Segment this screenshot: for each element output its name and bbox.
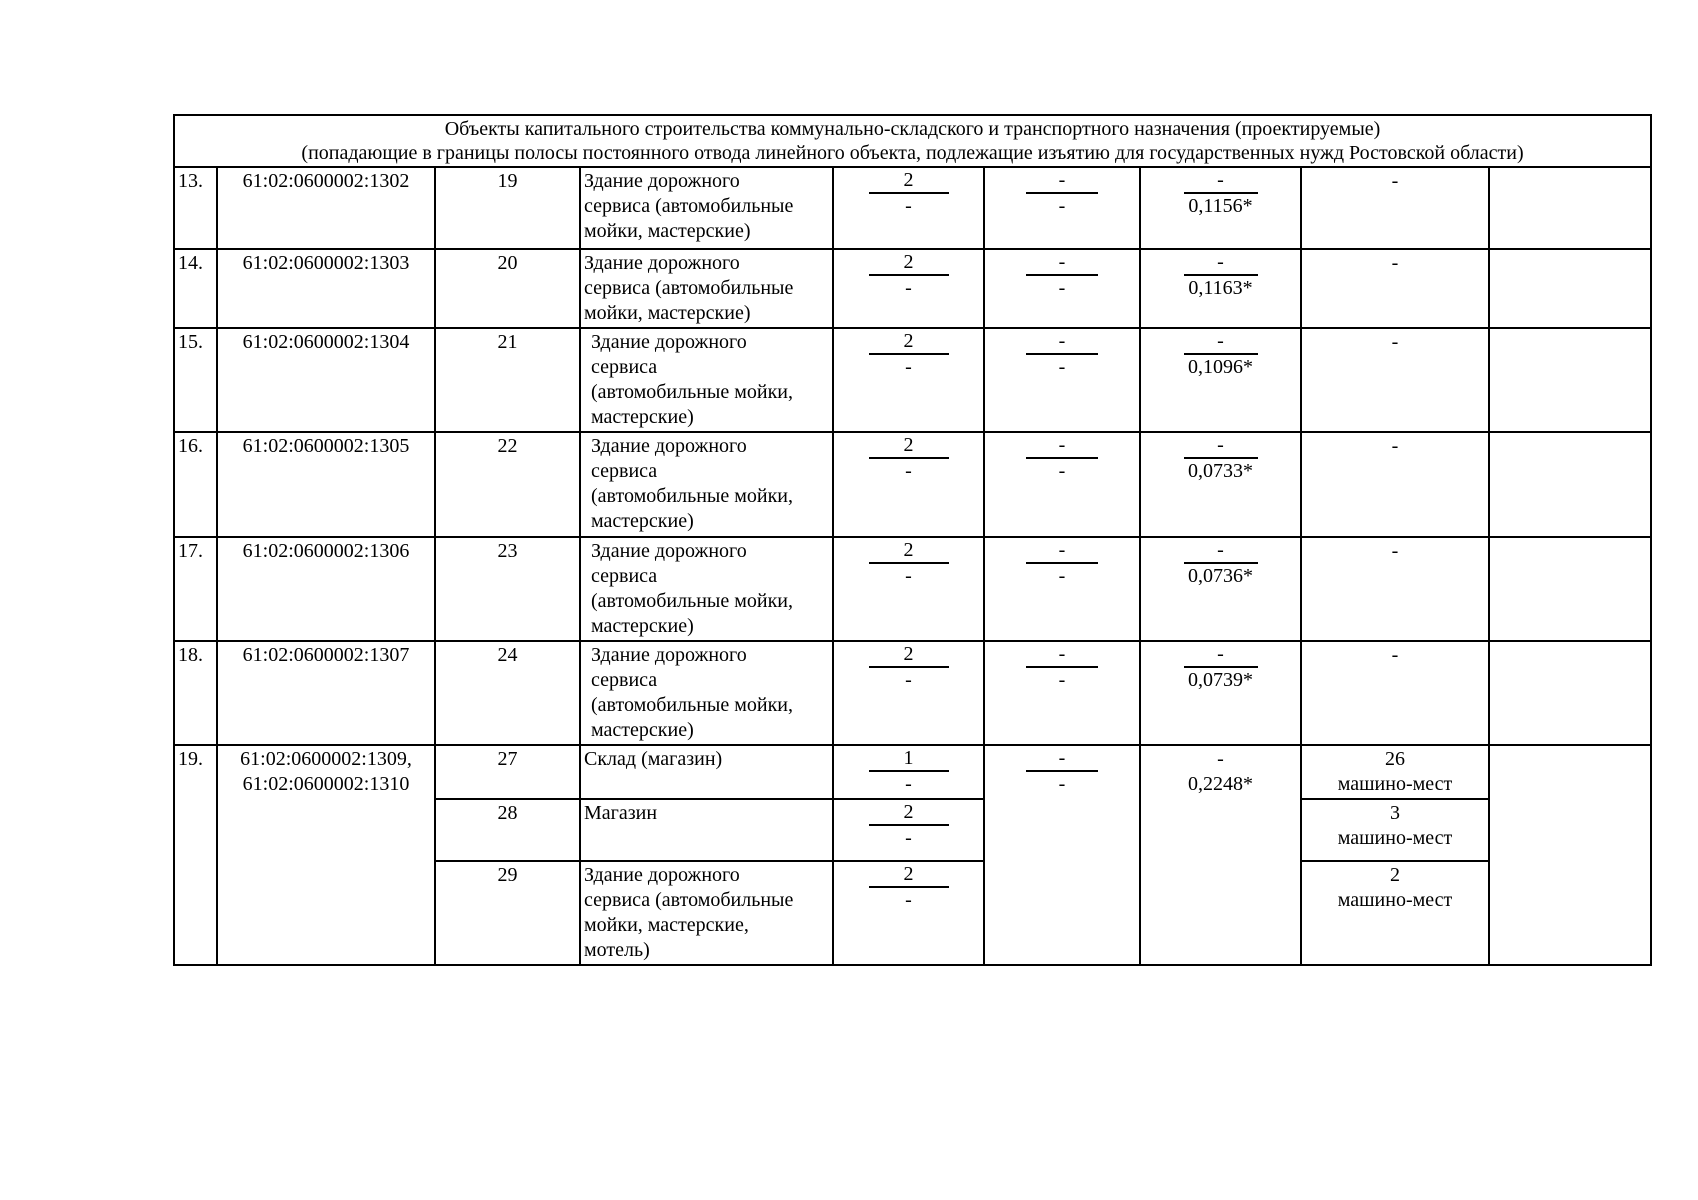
description-cell bbox=[580, 537, 833, 641]
table-body bbox=[174, 115, 1651, 965]
description-line: сервиса (автомобильные bbox=[584, 195, 794, 217]
fraction-cell-2 bbox=[984, 249, 1140, 328]
fraction bbox=[988, 251, 1136, 301]
table-row bbox=[174, 167, 1651, 249]
fraction-denominator: 0,1163* bbox=[1188, 277, 1253, 299]
fraction-numerator: - bbox=[1026, 539, 1098, 564]
table-row bbox=[174, 641, 1651, 745]
description-line: (автомобильные мойки, bbox=[591, 590, 794, 612]
position-number: 24 bbox=[497, 644, 518, 666]
row-number: 19. bbox=[178, 748, 203, 770]
fraction bbox=[837, 330, 980, 380]
fraction bbox=[988, 643, 1136, 693]
fraction-numerator: - bbox=[1026, 330, 1098, 355]
description-line: мастерские) bbox=[591, 406, 694, 428]
cadastral-number: 61:02:0600002:1303 bbox=[242, 252, 410, 274]
floors-cell bbox=[833, 641, 984, 745]
fraction-denominator: - bbox=[905, 669, 912, 691]
description-line: Здание дорожного bbox=[584, 864, 740, 886]
description-line: мастерские) bbox=[591, 719, 694, 741]
fraction-denominator: - bbox=[1058, 277, 1066, 299]
fraction bbox=[837, 801, 980, 851]
row-number-cell bbox=[174, 249, 217, 328]
fraction bbox=[837, 539, 980, 589]
fraction bbox=[1144, 330, 1297, 380]
fraction-denominator: 0,1156* bbox=[1188, 195, 1253, 217]
cadastral-number: 61:02:0600002:1309, bbox=[240, 748, 412, 770]
notes-cell bbox=[1489, 432, 1651, 537]
parking-cell bbox=[1301, 861, 1489, 965]
position-cell bbox=[435, 745, 580, 799]
position-number: 29 bbox=[497, 864, 518, 886]
position-number: 23 bbox=[497, 540, 518, 562]
floors-cell bbox=[833, 861, 984, 965]
description-line: Здание дорожного bbox=[591, 644, 747, 666]
description-cell bbox=[580, 328, 833, 432]
cadastral-number: 61:02:0600002:1307 bbox=[242, 644, 410, 666]
notes-cell bbox=[1489, 249, 1651, 328]
description-cell bbox=[580, 745, 833, 799]
table-title-line-1: Объекты капитального строительства коммунально-складского и транспортного назначения (проектируемые) bbox=[444, 118, 1381, 140]
fraction-numerator: 2 bbox=[869, 169, 949, 194]
description-cell bbox=[580, 861, 833, 965]
fraction bbox=[988, 330, 1136, 380]
description-line: Здание дорожного bbox=[591, 540, 747, 562]
description-line: (автомобильные мойки, bbox=[591, 694, 794, 716]
notes-cell bbox=[1489, 537, 1651, 641]
description-line: Здание дорожного bbox=[591, 331, 747, 353]
description-line: Склад (магазин) bbox=[584, 748, 723, 770]
objects-table bbox=[173, 114, 1652, 966]
row-number: 16. bbox=[178, 435, 203, 457]
cadastral-cell bbox=[217, 641, 435, 745]
description-cell bbox=[580, 432, 833, 537]
parking-cell bbox=[1301, 641, 1489, 745]
fraction-numerator: - bbox=[1184, 251, 1258, 276]
position-number: 22 bbox=[497, 435, 518, 457]
fraction-cell-2 bbox=[984, 328, 1140, 432]
parking-count: 26 bbox=[1385, 748, 1405, 770]
fraction-denominator: - bbox=[1058, 356, 1066, 378]
description-line: мастерские) bbox=[591, 615, 694, 637]
fraction bbox=[988, 539, 1136, 589]
cadastral-cell bbox=[217, 432, 435, 537]
position-number: 28 bbox=[497, 802, 518, 824]
position-cell bbox=[435, 432, 580, 537]
row-number: 15. bbox=[178, 331, 203, 353]
floors-cell bbox=[833, 328, 984, 432]
fraction-denominator: - bbox=[1058, 195, 1066, 217]
position-cell bbox=[435, 328, 580, 432]
parking-unit: машино-мест bbox=[1337, 773, 1453, 795]
notes-cell bbox=[1489, 328, 1651, 432]
fraction-numerator: 2 bbox=[869, 801, 949, 826]
area-cell bbox=[1140, 745, 1301, 965]
fraction-numerator: 2 bbox=[869, 251, 949, 276]
position-number: 20 bbox=[497, 252, 518, 274]
area-top-value: - bbox=[1217, 748, 1224, 770]
fraction-denominator: - bbox=[1058, 565, 1066, 587]
fraction-numerator: 2 bbox=[869, 643, 949, 668]
cadastral-number: 61:02:0600002:1310 bbox=[242, 773, 410, 795]
description-line: мастерские) bbox=[591, 510, 694, 532]
fraction bbox=[988, 434, 1136, 484]
fraction-numerator: 1 bbox=[869, 747, 949, 772]
fraction-denominator: - bbox=[905, 356, 912, 378]
parking-count: 2 bbox=[1390, 864, 1400, 886]
position-cell bbox=[435, 641, 580, 745]
fraction bbox=[1144, 434, 1297, 484]
fraction-numerator: - bbox=[1026, 643, 1098, 668]
fraction-denominator: - bbox=[1058, 773, 1066, 795]
parking-cell bbox=[1301, 249, 1489, 328]
floors-cell bbox=[833, 167, 984, 249]
description-line: сервиса bbox=[591, 565, 658, 587]
position-cell bbox=[435, 799, 580, 861]
row-number-cell bbox=[174, 641, 217, 745]
row-number-cell bbox=[174, 537, 217, 641]
fraction-denominator: - bbox=[905, 889, 912, 911]
parking-cell bbox=[1301, 745, 1489, 799]
description-line: мойки, мастерские, bbox=[584, 914, 749, 936]
parking-unit: машино-мест bbox=[1337, 889, 1453, 911]
description-line: (автомобильные мойки, bbox=[591, 381, 794, 403]
position-number: 21 bbox=[497, 331, 518, 353]
floors-cell bbox=[833, 432, 984, 537]
table-title-line-2: (попадающие в границы полосы постоянного отвода линейного объекта, подлежащие изъятию для государственных нужд Ростовской области) bbox=[301, 142, 1524, 164]
area-value: 0,2248* bbox=[1188, 773, 1253, 795]
fraction bbox=[988, 169, 1136, 219]
fraction-numerator: - bbox=[1026, 251, 1098, 276]
area-cell bbox=[1140, 641, 1301, 745]
description-line: Здание дорожного bbox=[591, 435, 747, 457]
table-title bbox=[174, 115, 1651, 167]
area-cell bbox=[1140, 167, 1301, 249]
area-cell bbox=[1140, 432, 1301, 537]
parking-unit: машино-мест bbox=[1337, 827, 1453, 849]
parking-value: - bbox=[1391, 331, 1399, 353]
fraction-numerator: 2 bbox=[869, 330, 949, 355]
notes-cell bbox=[1489, 641, 1651, 745]
fraction-denominator: - bbox=[905, 277, 912, 299]
fraction-numerator: - bbox=[1184, 434, 1258, 459]
position-number: 27 bbox=[497, 748, 518, 770]
description-line: мойки, мастерские) bbox=[584, 220, 751, 242]
parking-value: - bbox=[1391, 435, 1399, 457]
parking-count: 3 bbox=[1390, 802, 1400, 824]
row-number: 14. bbox=[178, 252, 203, 274]
table-row bbox=[174, 537, 1651, 641]
fraction-denominator: - bbox=[1058, 669, 1066, 691]
cadastral-number: 61:02:0600002:1304 bbox=[242, 331, 410, 353]
table-row bbox=[174, 432, 1651, 537]
parking-cell bbox=[1301, 799, 1489, 861]
fraction-denominator: 0,0736* bbox=[1188, 565, 1253, 587]
floors-cell bbox=[833, 537, 984, 641]
area-plain bbox=[1144, 747, 1297, 797]
description-cell bbox=[580, 799, 833, 861]
row-number: 13. bbox=[178, 170, 203, 192]
fraction bbox=[837, 863, 980, 913]
parking-value: - bbox=[1391, 644, 1399, 666]
position-cell bbox=[435, 167, 580, 249]
position-number: 19 bbox=[497, 170, 518, 192]
fraction bbox=[837, 434, 980, 484]
fraction-numerator: 2 bbox=[869, 539, 949, 564]
fraction-numerator: - bbox=[1184, 539, 1258, 564]
fraction-numerator: 2 bbox=[869, 863, 949, 888]
fraction-cell-2 bbox=[984, 167, 1140, 249]
fraction-numerator: - bbox=[1184, 169, 1258, 194]
description-cell bbox=[580, 641, 833, 745]
notes-cell bbox=[1489, 167, 1651, 249]
fraction-cell-2 bbox=[984, 432, 1140, 537]
fraction-denominator: - bbox=[905, 773, 912, 795]
cadastral-number: 61:02:0600002:1305 bbox=[242, 435, 410, 457]
row-number-cell bbox=[174, 432, 217, 537]
fraction-denominator: - bbox=[905, 827, 912, 849]
fraction-numerator: - bbox=[1184, 330, 1258, 355]
parking-value: - bbox=[1391, 540, 1399, 562]
area-cell bbox=[1140, 249, 1301, 328]
fraction-denominator: - bbox=[905, 460, 912, 482]
fraction-numerator: - bbox=[1184, 643, 1258, 668]
fraction-denominator: 0,0733* bbox=[1188, 460, 1253, 482]
fraction bbox=[837, 169, 980, 219]
table-row bbox=[174, 249, 1651, 328]
cadastral-cell bbox=[217, 167, 435, 249]
fraction-numerator: - bbox=[1026, 169, 1098, 194]
fraction bbox=[1144, 169, 1297, 219]
parking-value: - bbox=[1391, 170, 1399, 192]
parking-cell bbox=[1301, 167, 1489, 249]
fraction-denominator: 0,1096* bbox=[1188, 356, 1253, 378]
fraction bbox=[1144, 643, 1297, 693]
table-row bbox=[174, 745, 1651, 799]
fraction bbox=[837, 643, 980, 693]
position-cell bbox=[435, 249, 580, 328]
fraction-denominator: - bbox=[905, 565, 912, 587]
floors-cell bbox=[833, 799, 984, 861]
fraction bbox=[837, 747, 980, 797]
notes-cell bbox=[1489, 745, 1651, 965]
area-cell bbox=[1140, 537, 1301, 641]
row-number-cell bbox=[174, 167, 217, 249]
floors-cell bbox=[833, 249, 984, 328]
cadastral-number: 61:02:0600002:1302 bbox=[242, 170, 410, 192]
row-number: 17. bbox=[178, 540, 203, 562]
fraction-cell-2 bbox=[984, 641, 1140, 745]
row-number-cell bbox=[174, 328, 217, 432]
cadastral-cell bbox=[217, 249, 435, 328]
position-cell bbox=[435, 861, 580, 965]
fraction-cell-2 bbox=[984, 537, 1140, 641]
parking-cell bbox=[1301, 432, 1489, 537]
fraction bbox=[837, 251, 980, 301]
fraction-cell-2 bbox=[984, 745, 1140, 965]
position-cell bbox=[435, 537, 580, 641]
description-line: мойки, мастерские) bbox=[584, 302, 751, 324]
description-cell bbox=[580, 167, 833, 249]
description-line: Здание дорожного bbox=[584, 170, 740, 192]
description-line: сервиса (автомобильные bbox=[584, 889, 794, 911]
description-line: сервиса bbox=[591, 669, 658, 691]
description-line: сервиса bbox=[591, 460, 658, 482]
description-line: (автомобильные мойки, bbox=[591, 485, 794, 507]
description-line: сервиса (автомобильные bbox=[584, 277, 794, 299]
table-header-row bbox=[174, 115, 1651, 167]
cadastral-cell bbox=[217, 745, 435, 965]
description-line: Магазин bbox=[584, 802, 658, 824]
fraction-denominator: 0,0739* bbox=[1188, 669, 1253, 691]
parking-value: - bbox=[1391, 252, 1399, 274]
cadastral-number: 61:02:0600002:1306 bbox=[242, 540, 410, 562]
area-cell bbox=[1140, 328, 1301, 432]
row-number: 18. bbox=[178, 644, 203, 666]
fraction-denominator: - bbox=[905, 195, 912, 217]
table-row bbox=[174, 328, 1651, 432]
parking-cell bbox=[1301, 537, 1489, 641]
cadastral-cell bbox=[217, 328, 435, 432]
fraction-numerator: - bbox=[1026, 434, 1098, 459]
fraction-denominator: - bbox=[1058, 460, 1066, 482]
fraction-numerator: 2 bbox=[869, 434, 949, 459]
fraction-numerator: - bbox=[1026, 747, 1098, 772]
description-line: сервиса bbox=[591, 356, 658, 378]
description-line: мотель) bbox=[584, 939, 650, 961]
description-cell bbox=[580, 249, 833, 328]
fraction bbox=[1144, 251, 1297, 301]
row-number-cell bbox=[174, 745, 217, 965]
parking-cell bbox=[1301, 328, 1489, 432]
fraction bbox=[988, 747, 1136, 797]
fraction bbox=[1144, 539, 1297, 589]
floors-cell bbox=[833, 745, 984, 799]
cadastral-cell bbox=[217, 537, 435, 641]
description-line: Здание дорожного bbox=[584, 252, 740, 274]
